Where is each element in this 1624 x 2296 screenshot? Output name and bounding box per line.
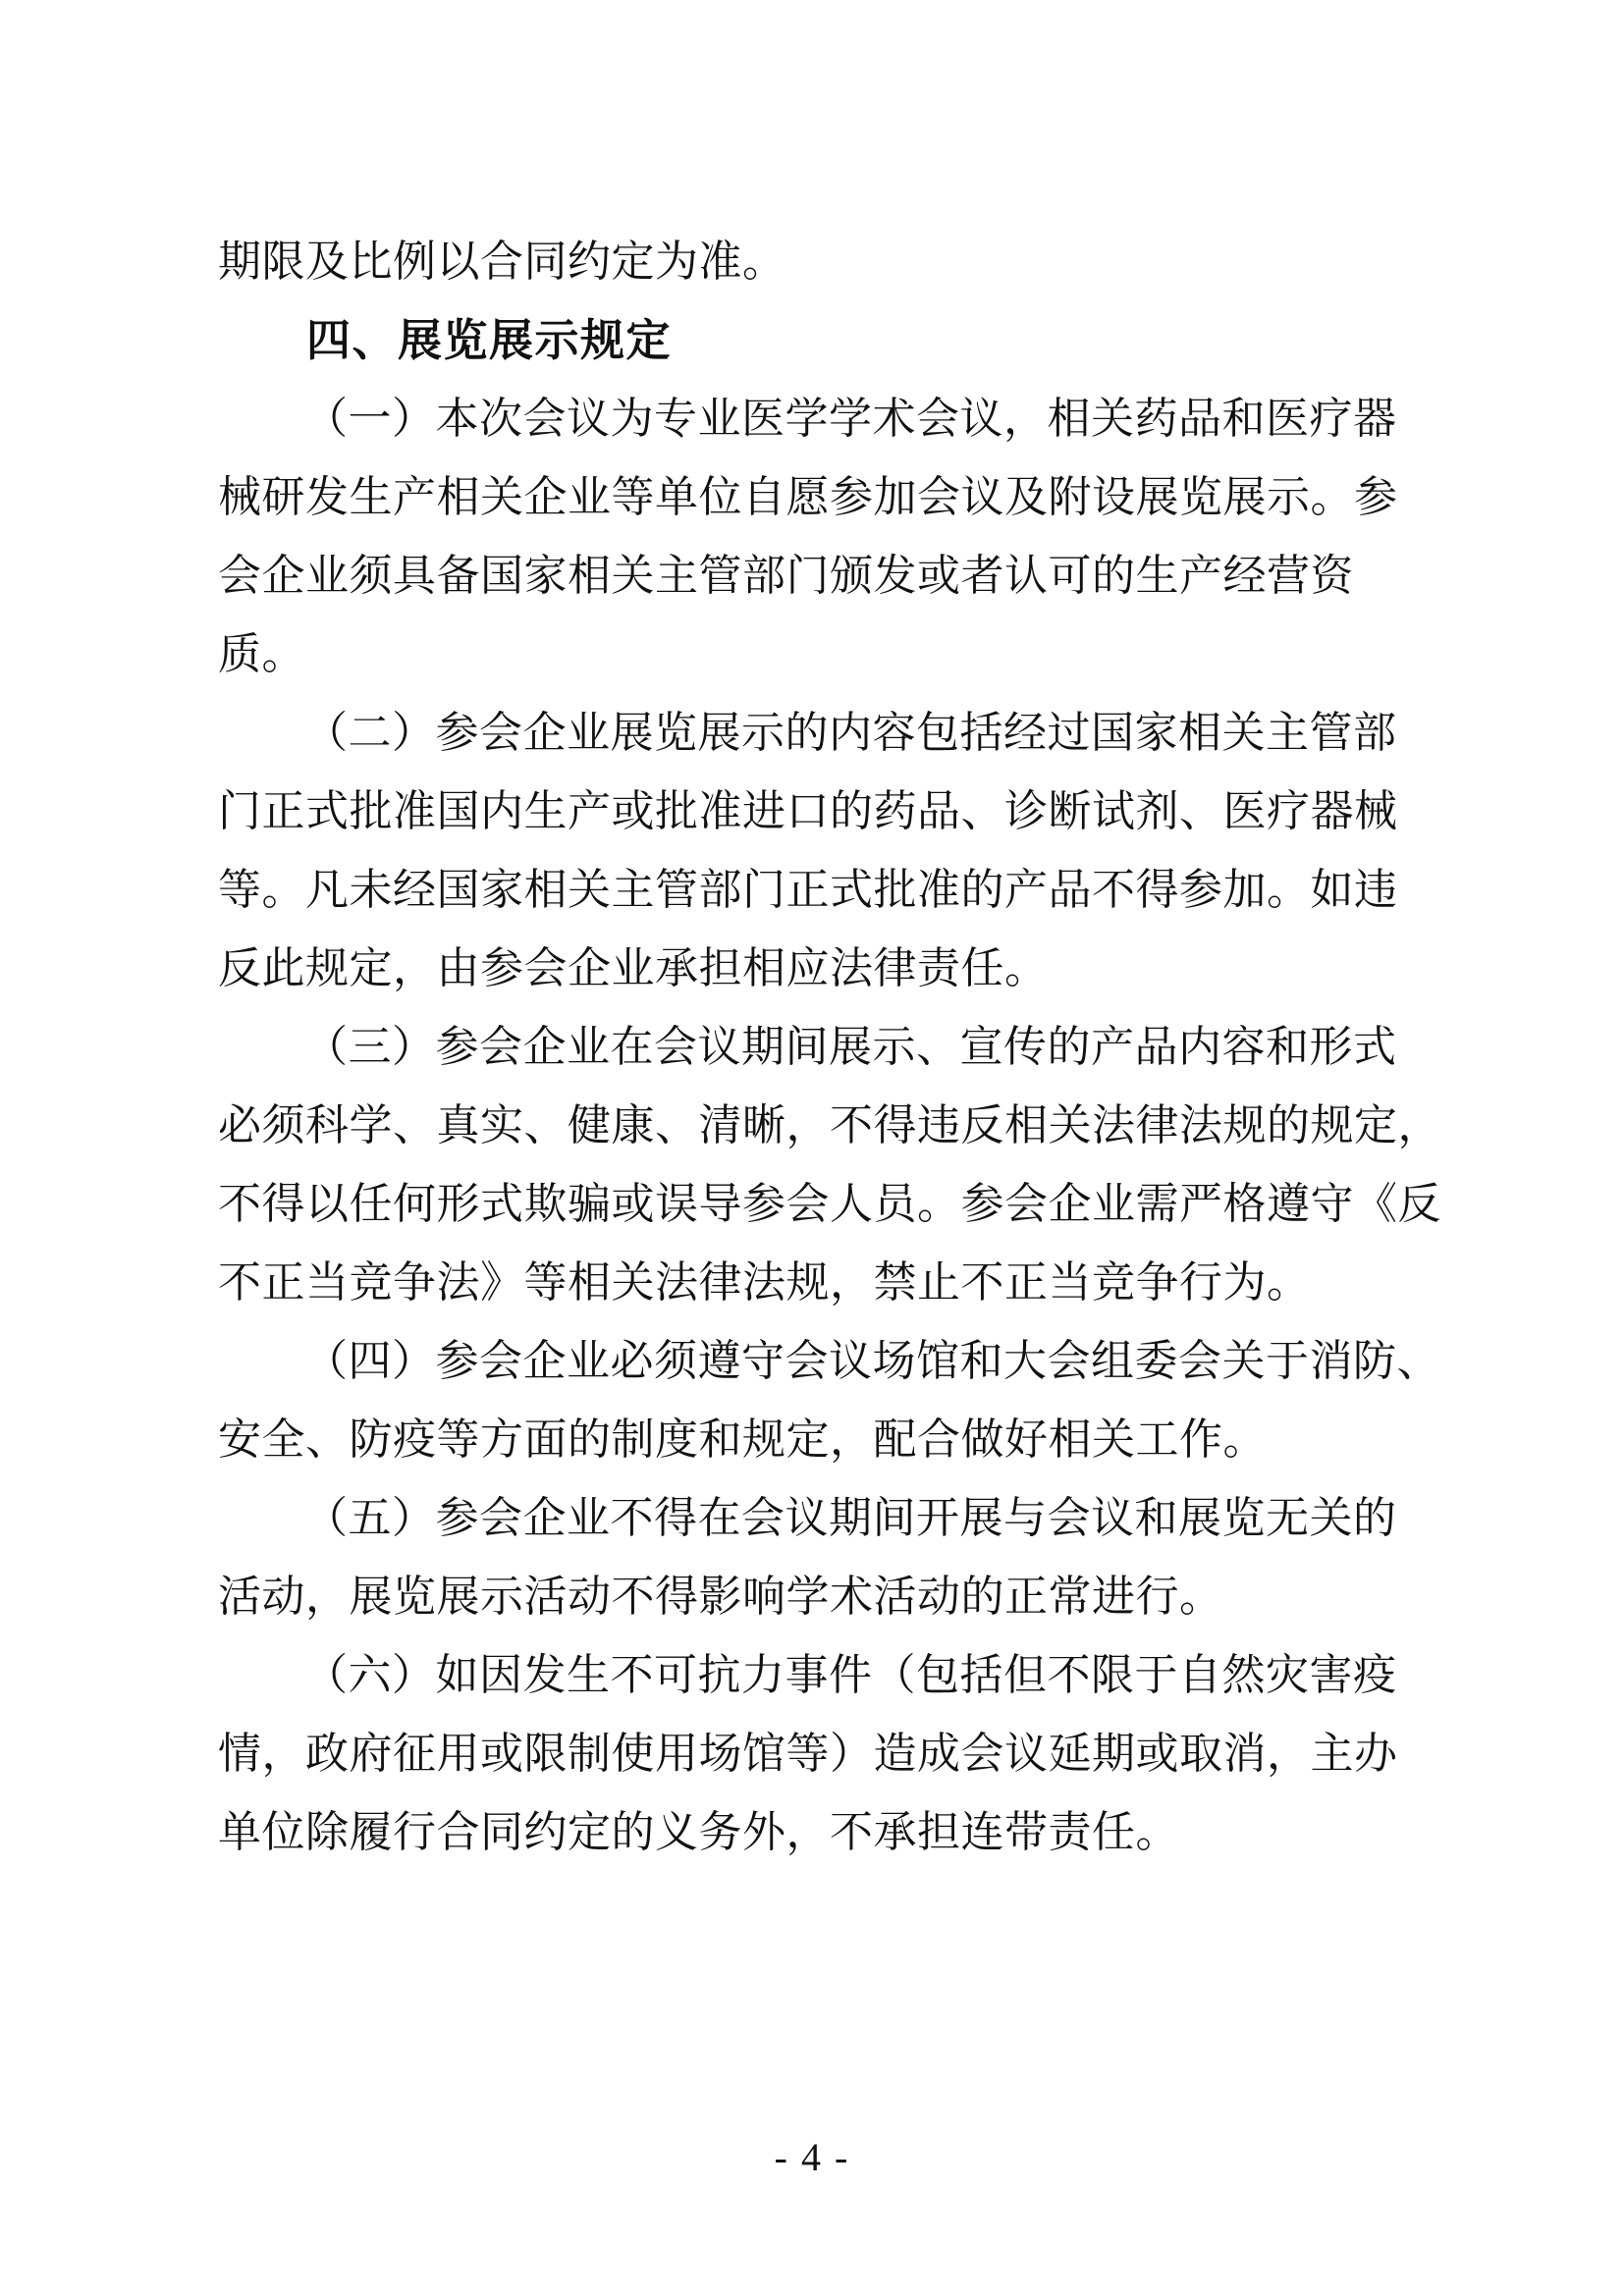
document-body bbox=[218, 223, 1445, 1872]
text-line: 不正当竞争法》等相关法律法规，禁止不正当竞争行为。 bbox=[218, 1258, 1311, 1307]
text-line: 等。凡未经国家相关主管部门正式批准的产品不得参加。如违 bbox=[218, 866, 1398, 914]
text-line: （三）参会企业在会议期间展示、宣传的产品内容和形式 bbox=[304, 1023, 1397, 1071]
text-line: （二）参会企业展览展示的内容包括经过国家相关主管部 bbox=[304, 709, 1397, 757]
text-line: （一）本次会议为专业医学学术会议，相关药品和医疗器 bbox=[304, 395, 1397, 443]
text-line: 单位除履行合同约定的义务外，不承担连带责任。 bbox=[218, 1808, 1179, 1856]
text-line: 活动，展览展示活动不得影响学术活动的正常进行。 bbox=[218, 1573, 1223, 1621]
text-line: 期限及比例以合同约定为准。 bbox=[218, 238, 786, 286]
text-line: 反此规定，由参会企业承担相应法律责任。 bbox=[218, 944, 1049, 992]
text-line: 会企业须具备国家相关主管部门颁发或者认可的生产经营资 bbox=[218, 552, 1354, 600]
text-line: 安全、防疫等方面的制度和规定，配合做好相关工作。 bbox=[218, 1415, 1267, 1464]
text-line: 情，政府征用或限制使用场馆等）造成会议延期或取消，主办 bbox=[218, 1730, 1398, 1778]
page-number: - 4 - bbox=[774, 2135, 850, 2179]
text-line: 质。 bbox=[218, 630, 305, 678]
text-line: 必须科学、真实、健康、清晰，不得违反相关法律法规的规定， bbox=[218, 1101, 1441, 1149]
section-heading: 四、展览展示规定 bbox=[306, 315, 673, 365]
text-line: （五）参会企业不得在会议期间开展与会议和展览无关的 bbox=[304, 1494, 1397, 1542]
text-line: 门正式批准国内生产或批准进口的药品、诊断试剂、医疗器械 bbox=[218, 787, 1398, 835]
text-line: 不得以任何形式欺骗或误导参会人员。参会企业需严格遵守《反 bbox=[218, 1180, 1441, 1228]
text-line: （六）如因发生不可抗力事件（包括但不限于自然灾害疫 bbox=[304, 1651, 1397, 1699]
text-line: （四）参会企业必须遵守会议场馆和大会组委会关于消防、 bbox=[304, 1337, 1440, 1385]
text-line: 械研发生产相关企业等单位自愿参加会议及附设展览展示。参 bbox=[218, 473, 1398, 521]
